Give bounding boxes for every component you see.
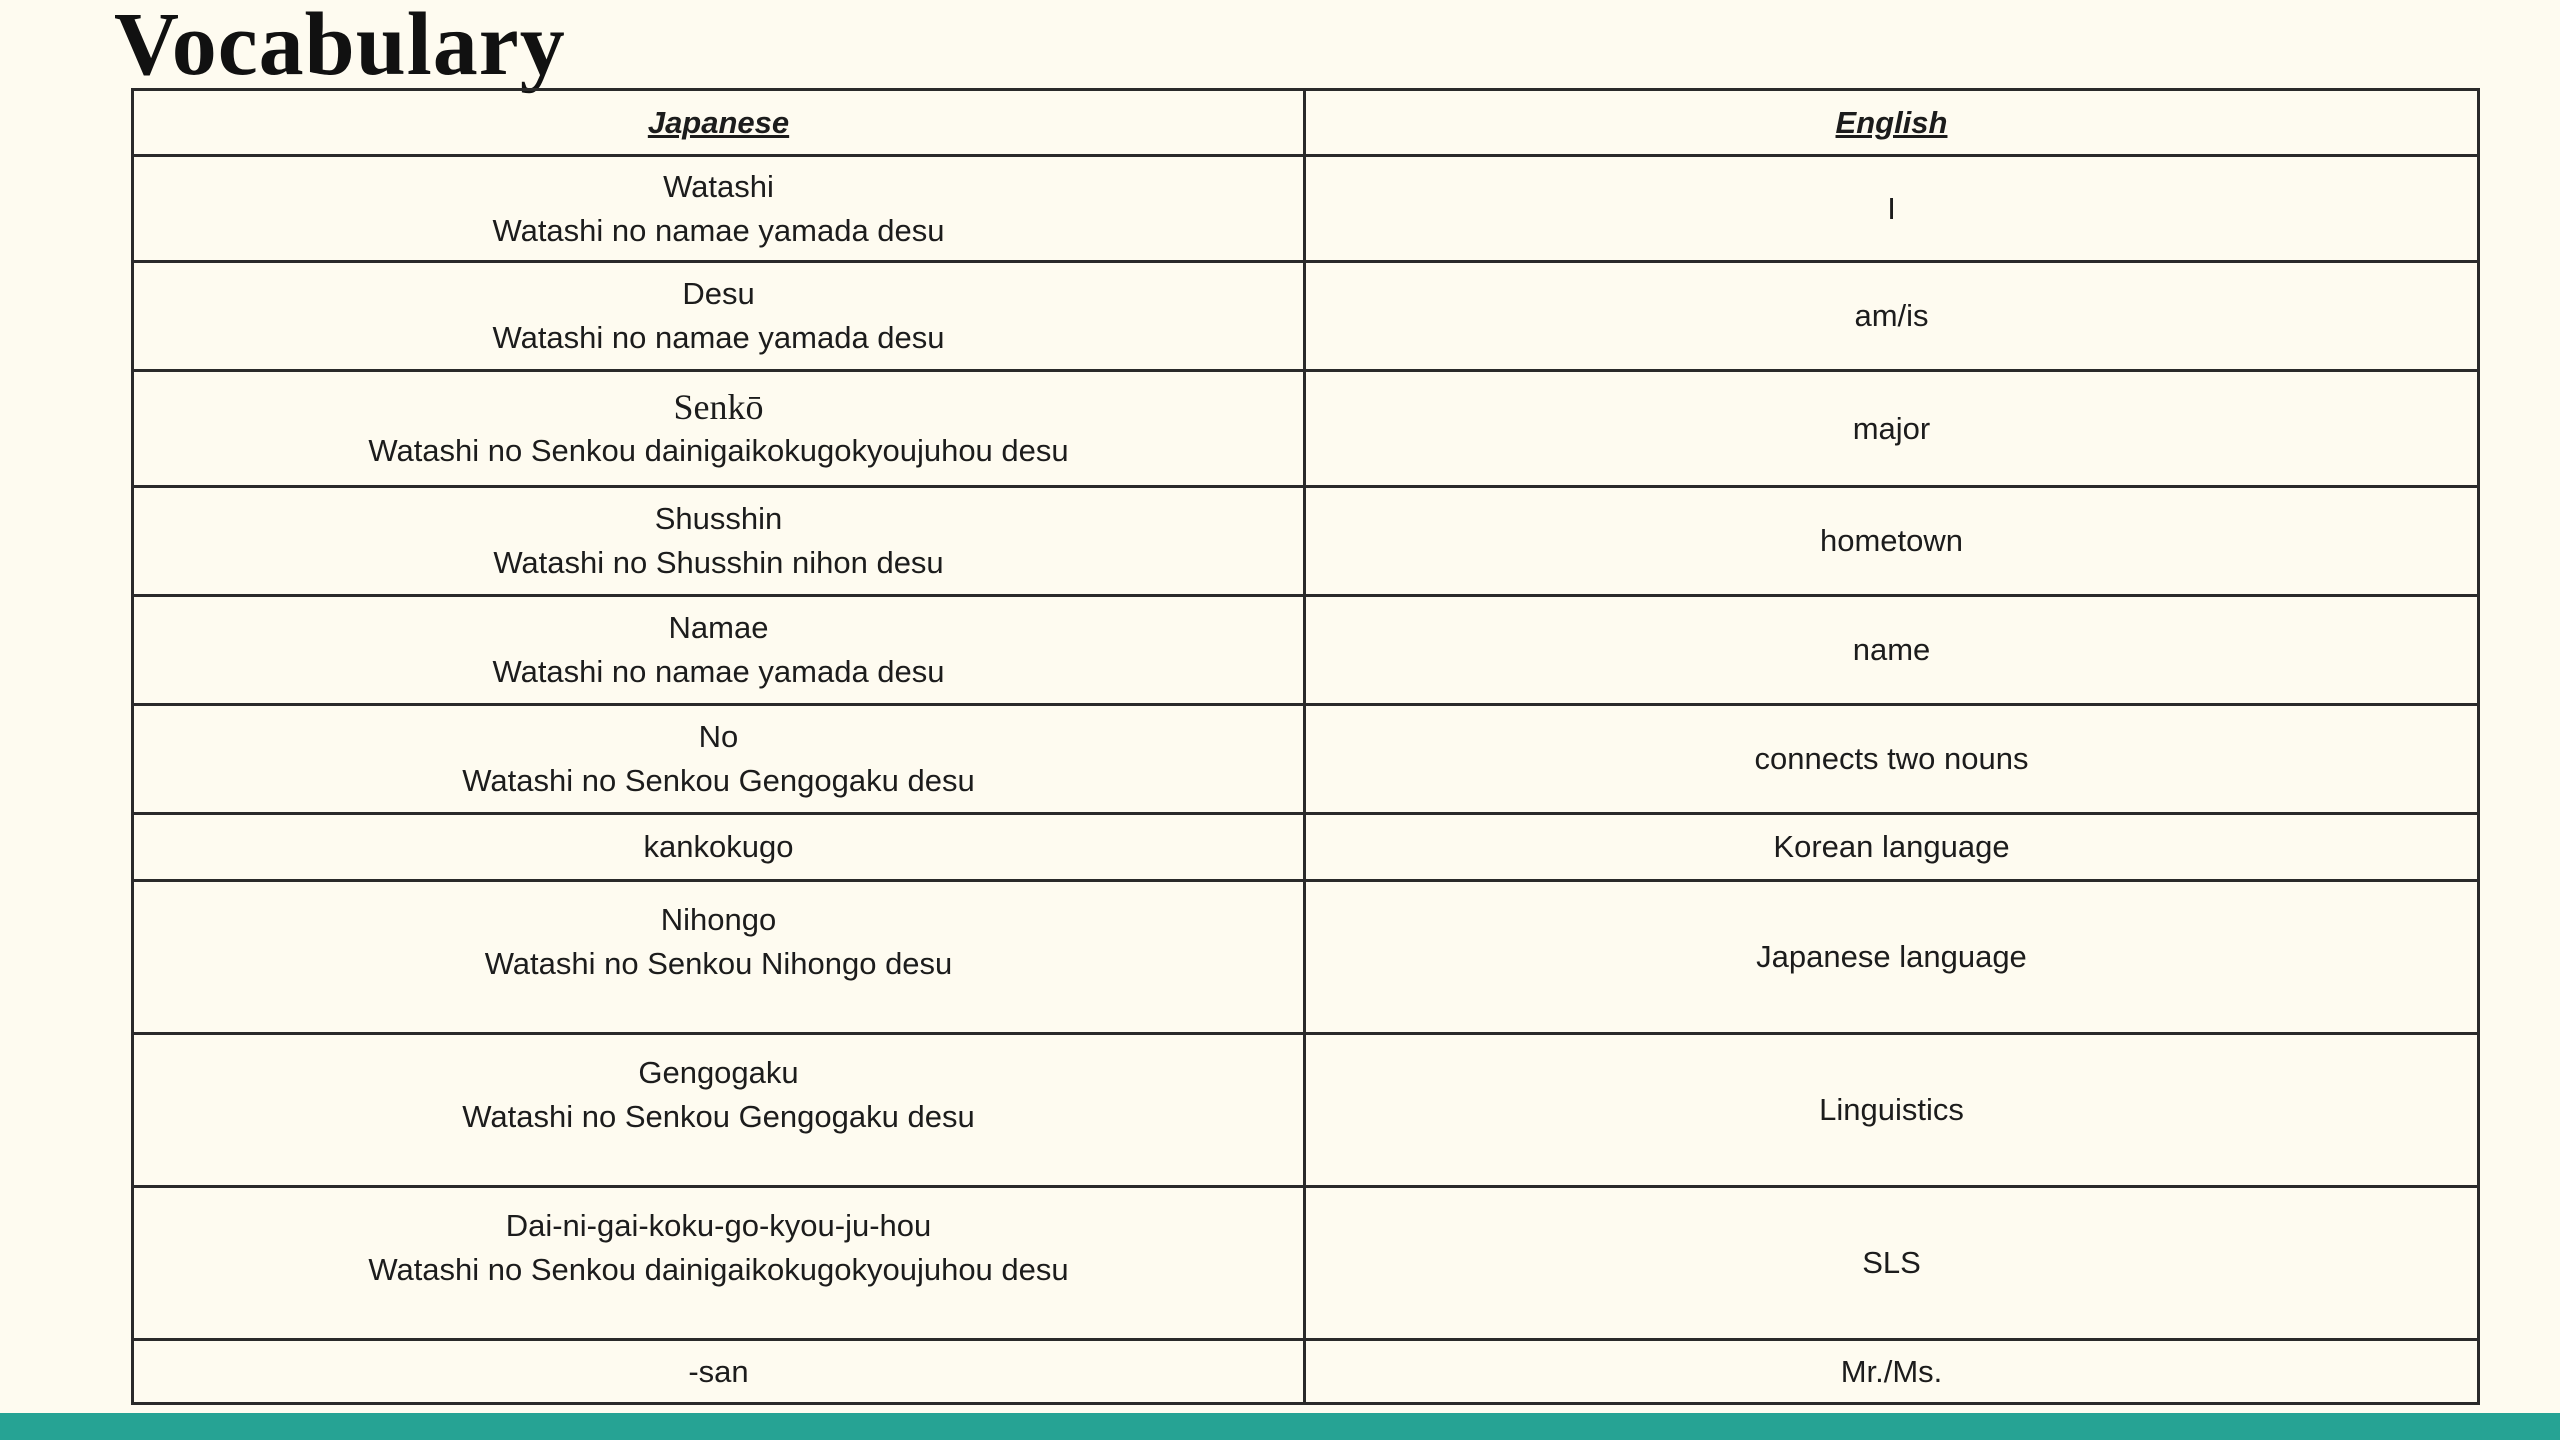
japanese-cell <box>133 156 1305 262</box>
vocab-term: kankokugo <box>643 829 794 864</box>
table-row <box>133 1340 2479 1404</box>
example-sentence: Watashi no namae yamada desu <box>492 654 945 689</box>
japanese-cell <box>133 1034 1305 1187</box>
table-row <box>133 705 2479 814</box>
japanese-cell <box>133 881 1305 1034</box>
table-row <box>133 156 2479 262</box>
vocab-term: Gengogaku <box>638 1055 799 1090</box>
vocab-term: Desu <box>682 276 755 311</box>
japanese-cell <box>133 371 1305 487</box>
table-row <box>133 487 2479 596</box>
english-cell: SLS <box>1305 1187 2479 1340</box>
english-cell: I <box>1305 156 2479 262</box>
japanese-cell <box>133 262 1305 371</box>
example-sentence: Watashi no namae yamada desu <box>492 320 945 355</box>
vocab-term: Dai-ni-gai-koku-go-kyou-ju-hou <box>505 1208 932 1243</box>
english-cell: Linguistics <box>1305 1034 2479 1187</box>
example-sentence: Watashi no Senkou dainigaikokugokyoujuhou desu <box>368 1252 1069 1287</box>
header-japanese: Japanese <box>133 90 1305 156</box>
japanese-cell <box>133 814 1305 881</box>
table-row <box>133 814 2479 881</box>
japanese-cell <box>133 596 1305 705</box>
table-row <box>133 262 2479 371</box>
vocab-term: -san <box>688 1353 749 1389</box>
english-cell: Japanese language <box>1305 881 2479 1034</box>
english-cell: major <box>1305 371 2479 487</box>
english-cell: name <box>1305 596 2479 705</box>
example-sentence: Watashi no Senkou dainigaikokugokyoujuhou desu <box>368 432 1069 468</box>
table-header-row <box>133 90 2479 156</box>
vocab-term: Senkō <box>673 386 764 427</box>
example-sentence: Watashi no namae yamada desu <box>492 212 945 248</box>
english-cell: Mr./Ms. <box>1305 1340 2479 1404</box>
table-row <box>133 1034 2479 1187</box>
vocab-term: No <box>698 719 739 754</box>
example-sentence: Watashi no Senkou Nihongo desu <box>484 946 953 981</box>
table-row <box>133 1187 2479 1340</box>
vocab-term: Watashi <box>663 168 774 204</box>
vocab-term: Shusshin <box>654 501 783 536</box>
vocab-term: Nihongo <box>660 902 777 937</box>
slide-title: Vocabulary <box>114 0 566 94</box>
example-sentence: Watashi no Shusshin nihon desu <box>493 545 944 580</box>
english-cell: hometown <box>1305 487 2479 596</box>
vocabulary-table-body <box>133 156 2479 1404</box>
english-cell: connects two nouns <box>1305 705 2479 814</box>
japanese-cell <box>133 1340 1305 1404</box>
vocab-term: Namae <box>668 610 769 645</box>
table-row <box>133 881 2479 1034</box>
japanese-cell <box>133 487 1305 596</box>
header-english: English <box>1305 90 2479 156</box>
japanese-cell <box>133 705 1305 814</box>
english-cell: Korean language <box>1305 814 2479 881</box>
bottom-accent-bar <box>0 1413 2560 1440</box>
example-sentence: Watashi no Senkou Gengogaku desu <box>462 1099 975 1134</box>
table-row <box>133 596 2479 705</box>
table-row <box>133 371 2479 487</box>
example-sentence: Watashi no Senkou Gengogaku desu <box>462 763 975 798</box>
english-cell: am/is <box>1305 262 2479 371</box>
japanese-cell <box>133 1187 1305 1340</box>
vocabulary-table <box>131 88 2480 1405</box>
